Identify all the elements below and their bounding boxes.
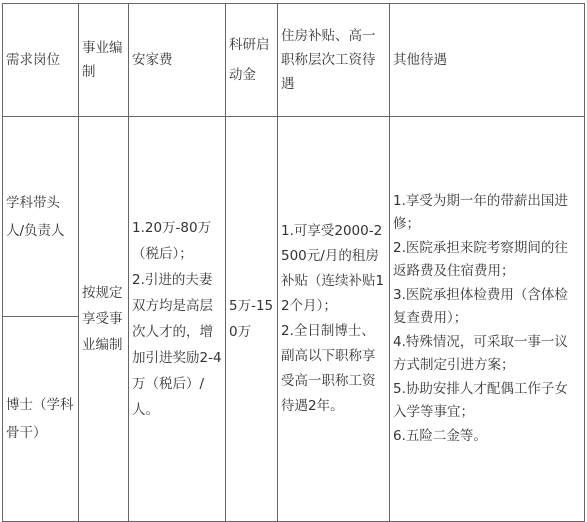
housing-item: 2.全日制博士、副高以下职称享受高一职称工资待遇2年。 — [281, 323, 376, 414]
other-item: 3.医院承担体检费用（含体检复查费用）； — [393, 286, 568, 327]
position-cell: 学科带头人/负责人 — [3, 117, 79, 317]
housing-item: 1.可享受2000-2500元/月的租房补贴（连续补贴12个月）； — [281, 223, 385, 314]
header-position: 需求岗位 — [3, 4, 79, 117]
benefits-table-container — [2, 3, 584, 518]
housing-cell — [278, 117, 390, 522]
header-settlement: 安家费 — [129, 4, 226, 117]
other-item: 6.五险二金等。 — [393, 427, 487, 444]
other-item: 1.享受为期一年的带薪出国进修； — [393, 192, 568, 233]
other-item: 5.协助安排人才配偶工作子女入学等事宜； — [393, 380, 568, 421]
other-item: 2.医院承担来院考察期间的往返路费及住宿费用； — [393, 239, 568, 280]
header-other: 其他待遇 — [390, 4, 585, 117]
settlement-item: 1.20万-80万（税后）； — [132, 220, 212, 262]
staffing-cell: 按规定享受事业编制 — [79, 117, 129, 522]
other-item: 4.特殊情况，可采取一事一议方式制定引进方案； — [393, 333, 568, 374]
other-cell — [390, 117, 585, 522]
position-cell: 博士（学科骨干） — [3, 317, 79, 522]
header-housing: 住房补贴、高一职称层次工资待遇 — [278, 4, 390, 117]
header-staffing: 事业编制 — [79, 4, 129, 117]
settlement-cell — [129, 117, 226, 522]
settlement-item: 2.引进的夫妻双方均是高层次人才的，增加引进奖励2-4万（税后）/人。 — [132, 272, 222, 418]
research-fund-cell: 5万-150万 — [226, 117, 278, 522]
benefits-table — [2, 3, 585, 522]
header-row — [3, 4, 585, 117]
table-row — [3, 117, 585, 317]
header-research-fund: 科研启动金 — [226, 4, 278, 117]
